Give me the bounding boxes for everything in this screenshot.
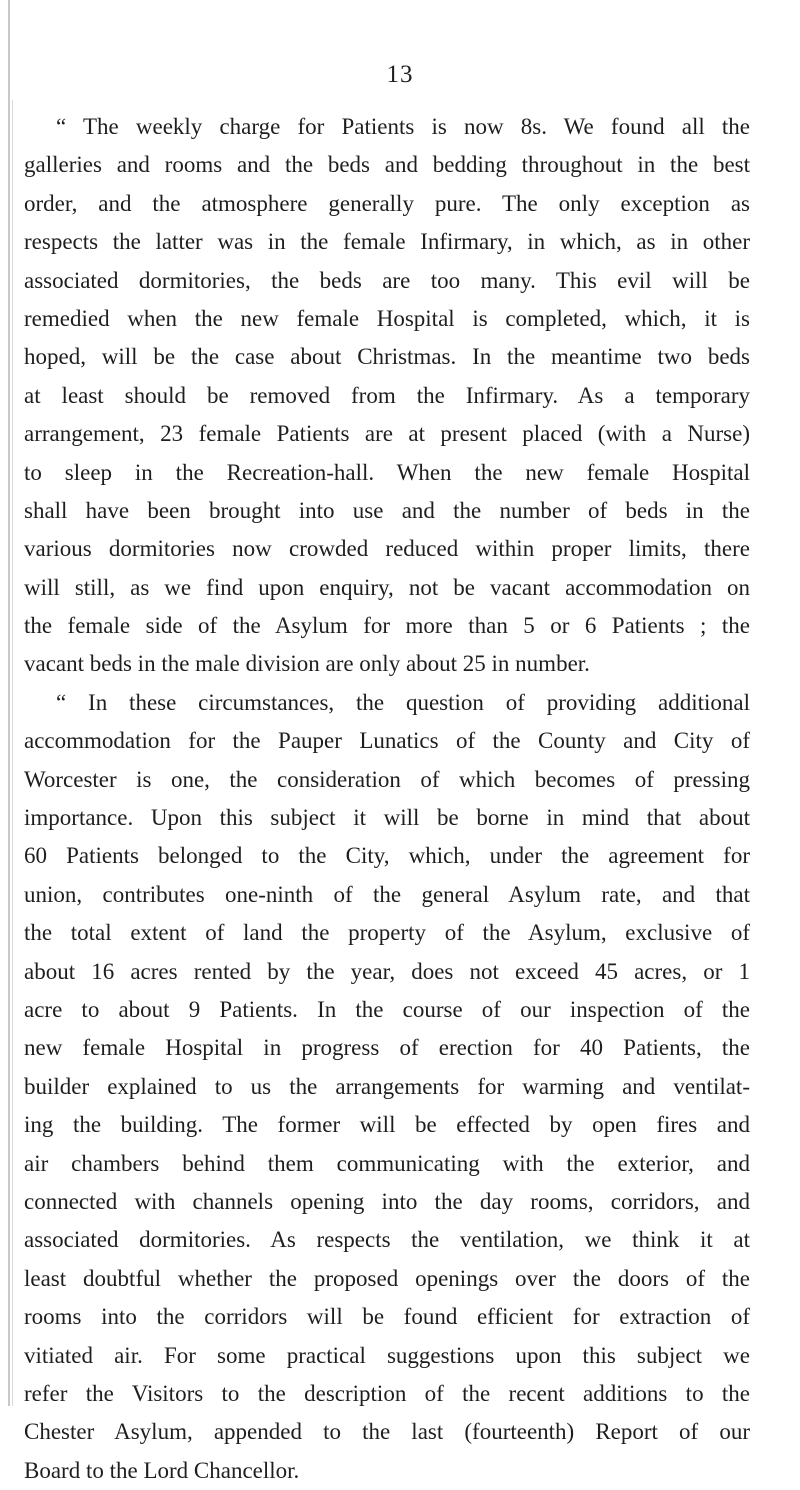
text-line: hoped, will be the case about Christmas. In the meantime two beds (24, 344, 750, 370)
text-line: at least should be removed from the Infirmary. As a temporary (24, 382, 750, 408)
text-line: ing the building. The former will be effected by open fires and (24, 1112, 750, 1138)
text-line: Worcester is one, the consideration of which becomes of pressing (24, 766, 750, 792)
text-line: “ In these circumstances, the question of providing additional (56, 689, 750, 715)
text-line: various dormitories now crowded reduced within proper limits, there (24, 536, 750, 562)
text-line: builder explained to us the arrangements for warming and ventilat- (24, 1073, 750, 1099)
text-line: shall have been brought into use and the number of beds in the (24, 497, 750, 523)
text-line: 60 Patients belonged to the City, which, under the agreement for (24, 843, 750, 869)
text-line: air chambers behind them communicating with the exterior, and (24, 1150, 750, 1176)
text-line: about 16 acres rented by the year, does not exceed 45 acres, or 1 (24, 958, 750, 984)
binding-edge-line (12, 100, 13, 1406)
text-line: arrangement, 23 female Patients are at present placed (with a Nurse) (24, 421, 750, 447)
page-number: 13 (386, 61, 414, 88)
text-line: new female Hospital in progress of erection for 40 Patients, the (24, 1035, 750, 1061)
text-line: associated dormitories. As respects the ventilation, we think it at (24, 1227, 750, 1253)
text-line: “ The weekly charge for Patients is now 8s. We found all the (56, 114, 750, 139)
text-line: the female side of the Asylum for more than 5 or 6 Patients ; the (24, 613, 750, 639)
text-line: Chester Asylum, appended to the last (fourteenth) Report of our (24, 1419, 750, 1445)
text-line: union, contributes one-ninth of the general Asylum rate, and that (24, 881, 750, 907)
binding-edge-shadow (8, 0, 10, 1406)
text-line: associated dormitories, the beds are too many. This evil will be (24, 267, 750, 293)
text-line: respects the latter was in the female Infirmary, in which, as in other (24, 229, 750, 255)
text-line: order, and the atmosphere generally pure. The only exception as (24, 190, 750, 216)
text-line: vitiated air. For some practical suggestions upon this subject we (24, 1342, 750, 1368)
text-line: to sleep in the Recreation-hall. When the new female Hospital (24, 459, 750, 485)
text-line: will still, as we find upon enquiry, not be vacant accommodation on (24, 574, 750, 600)
text-line: importance. Upon this subject it will be borne in mind that about (24, 805, 750, 831)
paragraph-2 (24, 684, 750, 1490)
paragraph-1 (24, 108, 750, 684)
text-line: acre to about 9 Patients. In the course of our inspection of the (24, 996, 750, 1022)
text-line: accommodation for the Pauper Lunatics of the County and City of (24, 728, 750, 754)
text-line: least doubtful whether the proposed openings over the doors of the (24, 1265, 750, 1291)
text-line: connected with channels opening into the day rooms, corridors, and (24, 1188, 750, 1214)
text-line: rooms into the corridors will be found efficient for extraction of (24, 1304, 750, 1330)
text-line: the total extent of land the property of the Asylum, exclusive of (24, 920, 750, 946)
text-line: vacant beds in the male division are only about 25 in number. (24, 651, 590, 677)
text-line: remedied when the new female Hospital is completed, which, it is (24, 305, 750, 331)
text-line: refer the Visitors to the description of the recent additions to the (24, 1380, 750, 1406)
body-text (24, 108, 750, 1490)
text-line: Board to the Lord Chancellor. (24, 1457, 300, 1483)
text-line: galleries and rooms and the beds and bedding throughout in the best (24, 152, 750, 178)
